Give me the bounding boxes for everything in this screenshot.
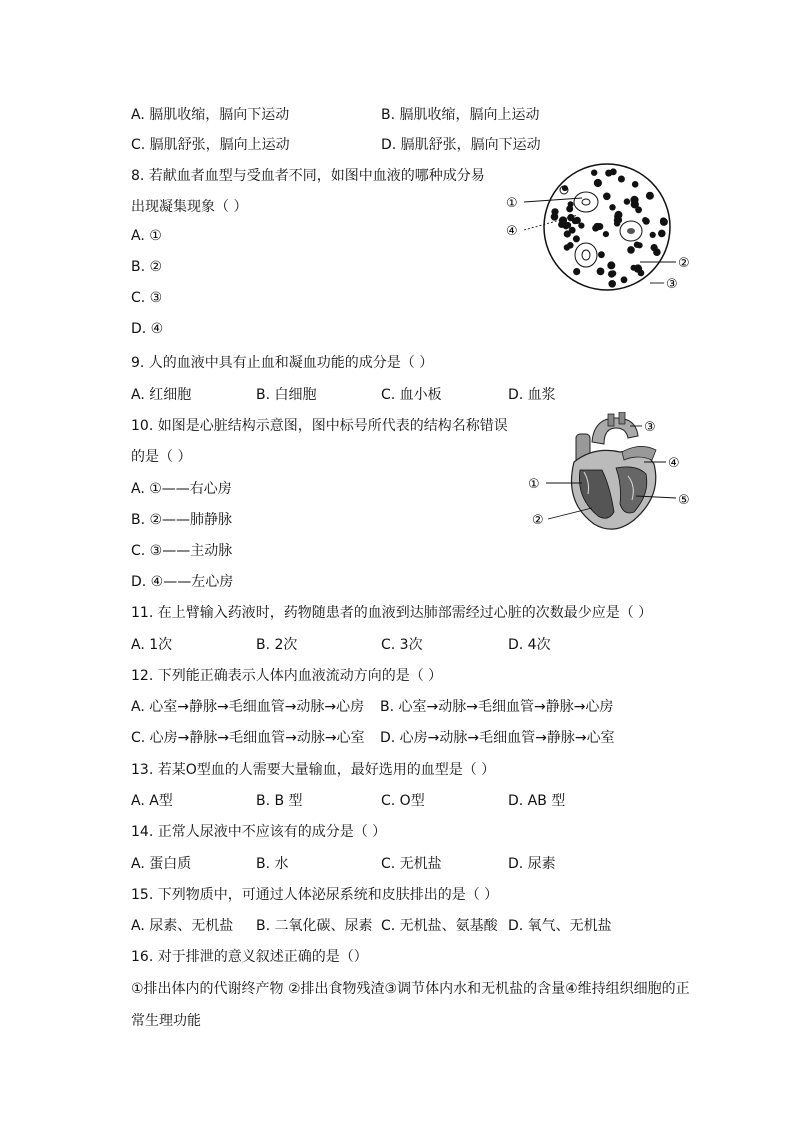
red-blood-cell [566, 205, 573, 212]
q7-option-d: D. 膈肌舒张，膈向下运动 [381, 137, 541, 153]
red-blood-cell [621, 276, 628, 283]
q9-option-a: A. 红细胞 [131, 387, 192, 403]
q13-option-a: A. A型 [131, 793, 173, 809]
red-blood-cell [598, 251, 605, 258]
q11-option-d: D. 4次 [508, 637, 551, 653]
q11-stem: 11. 在上臂输入药液时，药物随患者的血液到达肺部需经过心脏的次数最少应是（ ） [131, 605, 653, 621]
q9-stem: 9. 人的血液中具有止血和凝血功能的成分是（ ） [131, 355, 434, 371]
red-blood-cell [567, 242, 574, 249]
red-blood-cell [609, 204, 615, 210]
red-blood-cell [594, 179, 602, 187]
red-blood-cell [615, 211, 623, 219]
q8-option-b: B. ② [131, 259, 163, 275]
smear-label-3: ③ [666, 277, 678, 292]
q8-stem-line1: 8. 若献血者血型与受血者不同，如图中血液的哪种成分易 [131, 168, 485, 184]
q10-stem-line2: 的是（ ） [131, 449, 192, 465]
q12-option-b: B. 心室→动脉→毛细血管→静脉→心房 [380, 699, 614, 715]
red-blood-cell [610, 270, 616, 276]
heart-label-1: ① [528, 477, 540, 492]
q12-option-c: C. 心房→静脉→毛细血管→动脉→心室 [131, 730, 365, 746]
q9-option-c: C. 血小板 [381, 387, 442, 403]
smear-label-1: ① [506, 196, 518, 211]
red-blood-cell [660, 218, 668, 226]
q14-option-a: A. 蛋白质 [131, 856, 192, 872]
red-blood-cell [558, 221, 565, 228]
heart-label-2: ② [532, 513, 544, 528]
red-blood-cell [607, 261, 615, 269]
q16-body-line1: ①排出体内的代谢终产物 ②排出食物残渣③调节体内水和无机盐的含量④维持组织细胞的正 [131, 981, 690, 997]
red-blood-cell [632, 181, 639, 188]
q12-stem: 12. 下列能正确表示人体内血液流动方向的是（ ） [131, 668, 443, 684]
q11-option-a: A. 1次 [131, 637, 173, 653]
red-blood-cell [658, 230, 666, 238]
q13-stem: 13. 若某O型血的人需要大量输血，最好选用的血型是（ ） [131, 762, 496, 778]
q10-stem-line1: 10. 如图是心脏结构示意图，图中标号所代表的结构名称错误 [131, 418, 508, 434]
q13-option-c: C. O型 [381, 793, 425, 809]
q8-option-d: D. ④ [131, 321, 164, 337]
heart-structure-figure [524, 412, 700, 536]
q14-option-d: D. 尿素 [508, 856, 556, 872]
q8-option-a: A. ① [131, 228, 162, 244]
blood-smear-figure [500, 158, 700, 300]
red-blood-cell [605, 170, 612, 177]
q9-option-b: B. 白细胞 [256, 387, 317, 403]
red-blood-cell [573, 268, 580, 275]
q14-stem: 14. 正常人尿液中不应该有的成分是（ ） [131, 824, 387, 840]
q7-option-b: B. 膈肌收缩，膈向上运动 [381, 107, 540, 123]
heart-label-5: ⑤ [678, 493, 690, 508]
q10-option-d: D. ④——左心房 [131, 574, 234, 590]
red-blood-cell [631, 265, 637, 271]
smear-label-4: ④ [506, 224, 518, 239]
red-blood-cell [592, 225, 599, 232]
q16-stem: 16. 对于排泄的意义叙述正确的是（） [131, 949, 368, 965]
q11-option-c: C. 3次 [381, 637, 423, 653]
q8-option-c: C. ③ [131, 290, 163, 306]
q14-option-c: C. 无机盐 [381, 856, 442, 872]
q12-option-d: D. 心房→动脉→毛细血管→静脉→心室 [380, 730, 615, 746]
smear-label-2: ② [678, 256, 690, 271]
q15-option-a: A. 尿素、无机盐 [131, 918, 234, 934]
heart-label-3: ③ [644, 420, 656, 435]
q7-option-c: C. 膈肌舒张，膈向上运动 [131, 137, 290, 153]
q12-option-a: A. 心室→静脉→毛细血管→动脉→心房 [131, 699, 365, 715]
q10-option-c: C. ③——主动脉 [131, 543, 233, 559]
red-blood-cell [631, 200, 639, 208]
q11-option-b: B. 2次 [256, 637, 298, 653]
red-blood-cell [608, 280, 616, 288]
red-blood-cell [597, 268, 605, 276]
q15-option-c: C. 无机盐、氨基酸 [381, 918, 498, 934]
q15-option-b: B. 二氧化碳、尿素 [256, 918, 373, 934]
red-blood-cell [624, 198, 630, 204]
red-blood-cell [551, 208, 558, 215]
red-blood-cell [646, 192, 654, 200]
red-blood-cell [642, 217, 648, 223]
q10-option-b: B. ②——肺静脉 [131, 512, 233, 528]
red-blood-cell [591, 170, 597, 176]
q14-option-b: B. 水 [256, 856, 289, 872]
red-blood-cell [634, 242, 640, 248]
red-blood-cell [573, 235, 580, 242]
q13-option-b: B. B 型 [256, 793, 303, 809]
red-blood-cell [651, 244, 658, 251]
q16-body-line2: 常生理功能 [131, 1013, 201, 1029]
heart-label-4: ④ [668, 456, 680, 471]
q7-option-a: A. 膈肌收缩，膈向下运动 [131, 107, 290, 123]
red-blood-cell [603, 231, 609, 237]
red-blood-cell [565, 222, 572, 229]
red-blood-cell [603, 193, 611, 201]
red-blood-cell [627, 246, 635, 254]
red-blood-cell [618, 176, 625, 183]
red-blood-cell [572, 218, 578, 224]
red-blood-cell [578, 223, 584, 229]
q15-stem: 15. 下列物质中，可通过人体泌尿系统和皮肤排出的是（ ） [131, 887, 499, 903]
q9-option-d: D. 血浆 [508, 387, 556, 403]
q13-option-d: D. AB 型 [508, 793, 566, 809]
q8-stem-line2: 出现凝集现象（ ） [131, 199, 248, 215]
red-blood-cell [638, 270, 645, 277]
red-blood-cell [650, 232, 656, 238]
q10-option-a: A. ①——右心房 [131, 481, 232, 497]
q15-option-d: D. 氧气、无机盐 [508, 918, 612, 934]
